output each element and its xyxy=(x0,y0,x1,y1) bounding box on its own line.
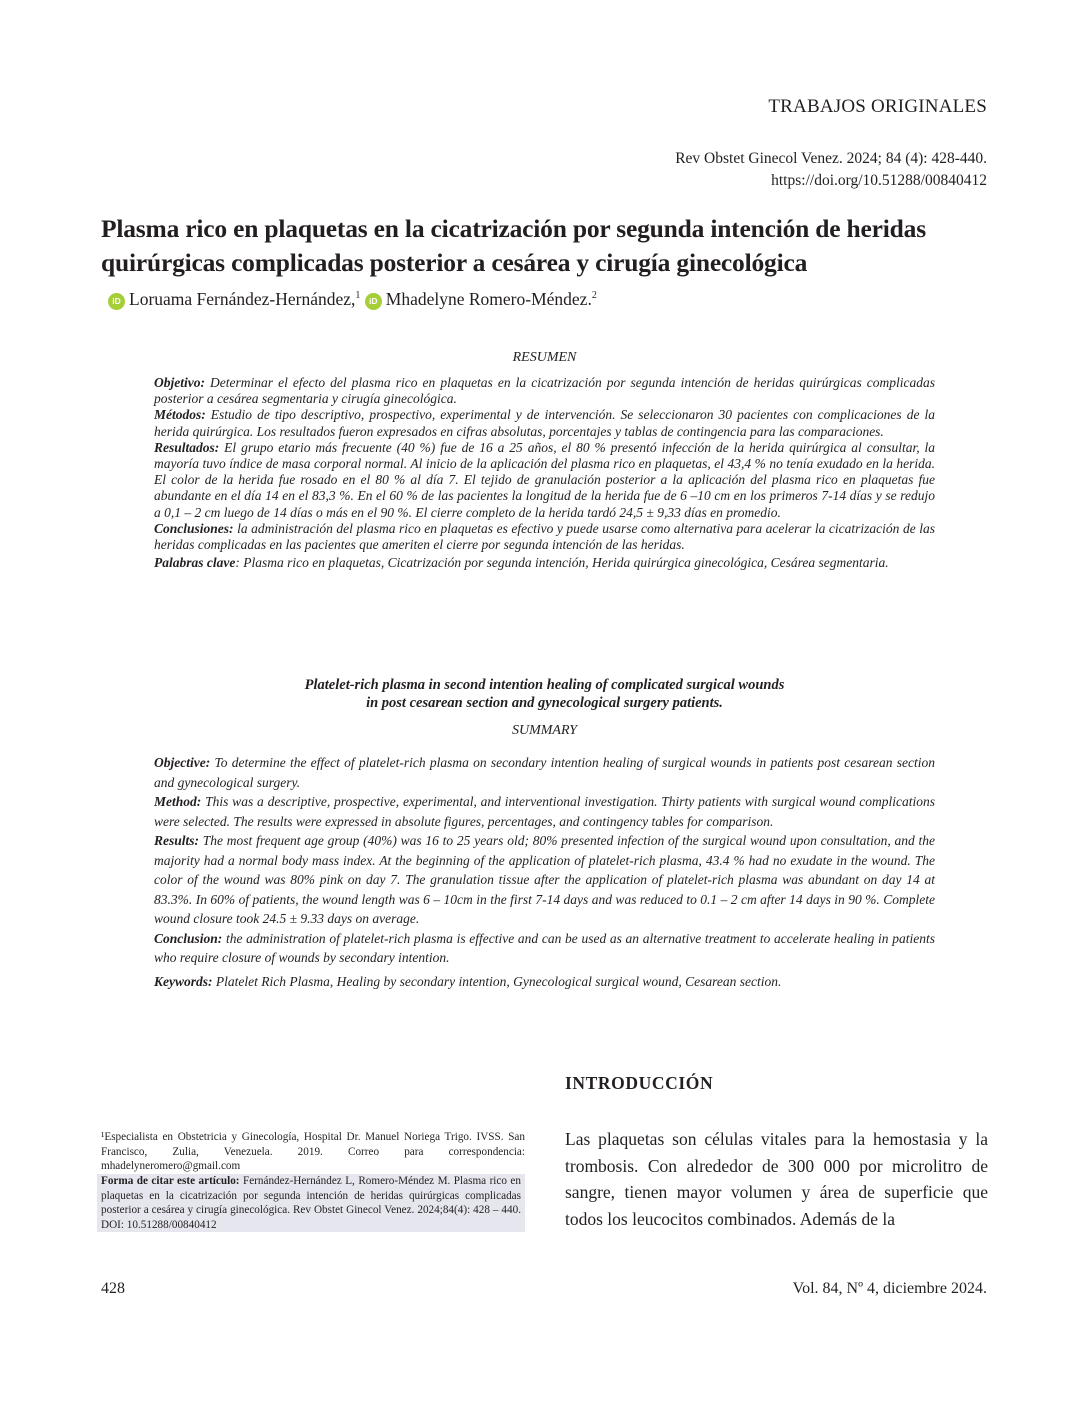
summary-keywords: Keywords: Platelet Rich Plasma, Healing by secondary intention, Gynecological surgical wound, Cesarean section. xyxy=(154,973,782,989)
summary-objective: Objective: To determine the effect of platelet-rich plasma on secondary intention healing of surgical wounds in patients post cesarean section and gynecological surgery. xyxy=(154,755,935,790)
resumen-metodos: Métodos: Estudio de tipo descriptivo, prospectivo, experimental y de intervención. Se seleccionaron 30 pacientes con complicaciones de la herida quirúrgica. Los resultados fueron expresados en cifras absolutas, porcentajes y tablas de contingencia para las comparaciones. xyxy=(154,407,935,439)
author-affiliation-mark: 2 xyxy=(591,290,597,301)
resumen-conclusiones: Conclusiones: la administración del plasma rico en plaquetas es efectivo y puede usarse como alternativa para acelerar la cicatrización de las heridas complicadas en las pacientes que ameriten el cierre por segunda intención de las heridas. xyxy=(154,520,935,553)
journal-citation xyxy=(675,148,987,192)
journal-reference: Rev Obstet Ginecol Venez. 2024; 84 (4): 428-440. xyxy=(675,150,987,167)
author-name: Mhadelyne Romero-Méndez. xyxy=(385,289,592,309)
orcid-icon[interactable]: iD xyxy=(365,293,382,310)
volume-info: Vol. 84, Nº 4, diciembre 2024. xyxy=(792,1280,987,1297)
summary-heading: SUMMARY xyxy=(511,723,578,738)
resumen-palabras-clave: Palabras clave: Plasma rico en plaquetas, Cicatrización por segunda intención, Herida quirúrgica ginecológica, Cesárea segmentaria. xyxy=(154,555,889,571)
resumen-heading: RESUMEN xyxy=(512,350,577,365)
citation-text: Fernández-Hernández L, Romero-Méndez M. Plasma rico en plaquetas en la cicatrización por segunda intención de heridas quirúrgicas complicadas posterior a cesárea y cirugía ginecológica. Rev Obstet Ginecol Venez. 2024;84(4): 428 – 440. DOI: 10.51288/00840412 xyxy=(101,1175,521,1231)
introduction-heading: INTRODUCCIÓN xyxy=(565,1073,714,1093)
summary-results: Results: The most frequent age group (40%) was 16 to 25 years old; 80% presented infection of the surgical wound upon consultation, and the majority had a normal body mass index. At the beginning of the application of platelet-rich plasma, 43.4 % had no exudate in the wound. The color of the wound was 80% pink on day 7. The granulation tissue after the application of platelet-rich plasma was abundant on day 14 at 83.3%. In 60% of patients, the wound length was 6 – 10cm in the first 7-14 days and was reduced to 0.1 – 2 cm after 14 days in 90 %. Complete wound closure took 24.5 ± 9.33 days on average. xyxy=(154,833,935,926)
introduction-text: Las plaquetas son células vitales para la hemostasia y la trombosis. Con alrededor de 300 000 por microlitro de sangre, tienen mayor volumen y área de superficie que todos los leucocitos combinados. Además de la xyxy=(565,1129,988,1229)
resumen-resultados: Resultados: El grupo etario más frecuente (40 %) fue de 16 a 25 años, el 80 % presentó infección de la herida quirúrgica al consultar, la mayoría tuvo índice de masa corporal normal. Al inicio de la aplicación del plasma rico en plaquetas, el 43,4 % no tenía exudado en la herida. El color de la herida fue rosado en el 80 % al día 7. El tejido de granulación posterior a la aplicación del plasma rico en plaquetas fue abundante en el día 14 en el 83,3 %. En el 60 % de las pacientes la longitud de la herida fue de 6 –10 cm en los primeros 7-14 días y se redujo a 0,1 – 2 cm luego de 14 días o más en el 90 %. El cierre completo de la herida tardó 24,5 ± 9,33 días en promedio. xyxy=(154,439,935,520)
page-number: 428 xyxy=(101,1280,125,1297)
citation-box xyxy=(97,1174,525,1232)
author-name: Loruama Fernández-Hernández, xyxy=(129,289,356,309)
resumen-objetivo: Objetivo: Determinar el efecto del plasma rico en plaquetas en la cicatrización por segunda intención de heridas quirúrgicas complicadas posterior a cesárea segmentaria y cirugía ginecológica. xyxy=(154,375,935,407)
summary-method: Method: This was a descriptive, prospective, experimental, and interventional investigation. Thirty patients with surgical wound complications were selected. The results were expressed in absolute figures, percentages, and contingency tables for comparison. xyxy=(154,794,935,829)
affiliation-footnote: ¹Especialista en Obstetricia y Ginecología, Hospital Dr. Manuel Noriega Trigo. IVSS. San Francisco, Zulia, Venezuela. 2019. Correo para correspondencia: mhadelyneromero@gmail.com xyxy=(101,1131,525,1172)
citation-label: Forma de citar este artículo: xyxy=(101,1175,240,1187)
orcid-icon[interactable]: iD xyxy=(108,293,125,310)
summary-conclusion: Conclusion: the administration of platelet-rich plasma is effective and can be used as an alternative treatment to accelerate healing in patients who require closure of wounds by secondary intention. xyxy=(154,930,935,965)
article-title: Plasma rico en plaquetas en la cicatrización por segunda intención de heridas quirúrgicas complicadas posterior a cesárea y cirugía ginecológica xyxy=(101,214,926,277)
section-label: TRABAJOS ORIGINALES xyxy=(768,96,987,117)
english-title: Platelet-rich plasma in second intention healing of complicated surgical wounds in post cesarean section and gynecological surgery patients. xyxy=(304,677,785,711)
resumen-body xyxy=(154,375,935,571)
author-affiliation-mark: 1 xyxy=(355,290,361,301)
author-list xyxy=(108,288,597,310)
summary-body xyxy=(154,753,935,991)
doi-link[interactable]: https://doi.org/10.51288/00840412 xyxy=(771,172,987,189)
